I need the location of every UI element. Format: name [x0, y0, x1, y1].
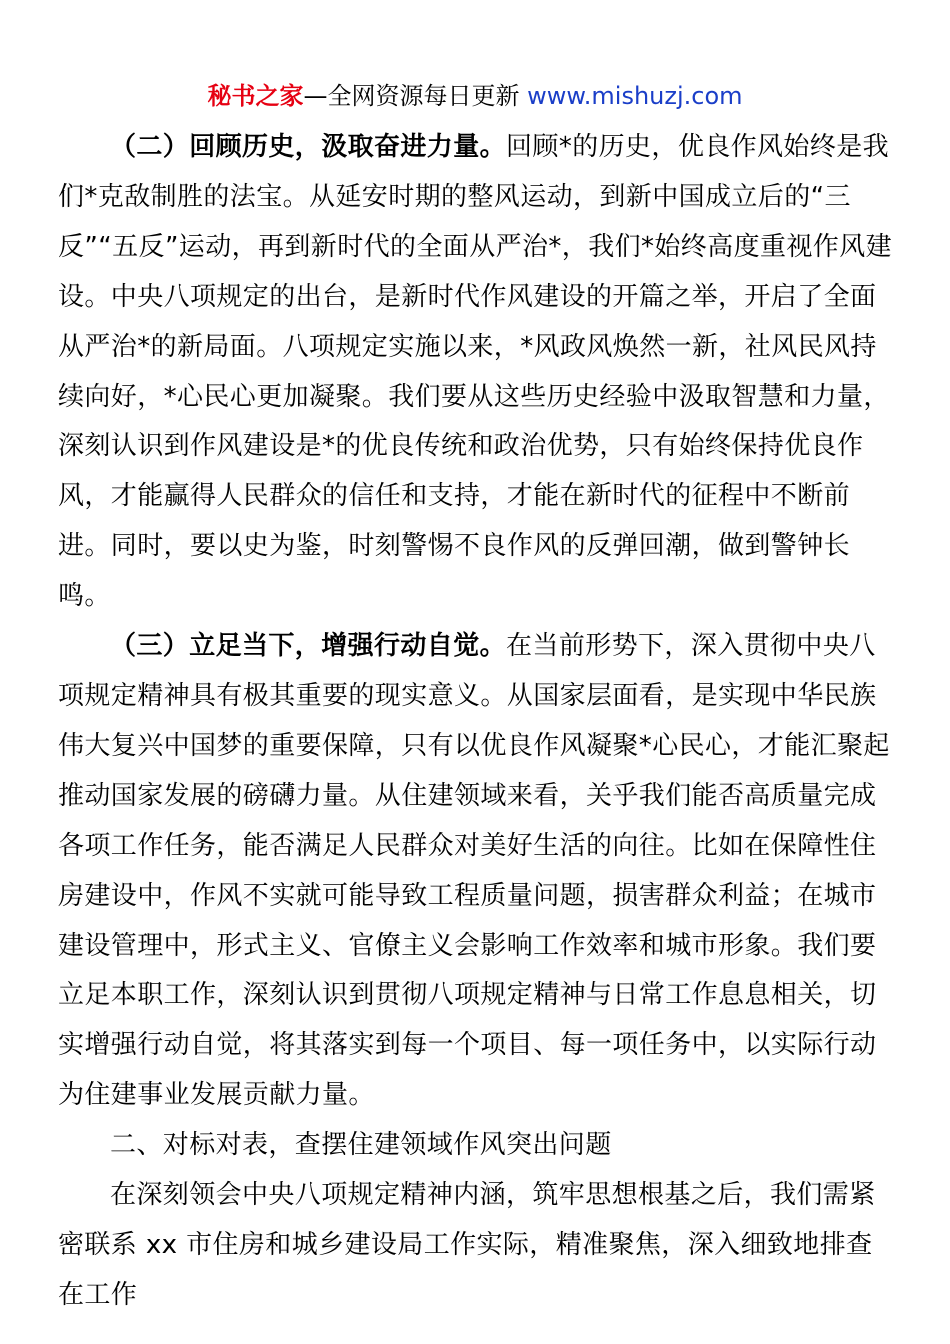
paragraph-text: 在当前形势下，深入贯彻中央八项规定精神具有极其重要的现实意义。从国家层面看，是实现中华民族伟大复兴中国梦的重要保障，只有以优良作风凝聚*心民心，才能汇聚起推动国家发展的磅礴力量。从住建领域来看，关乎我们能否高质量完成各项工作任务，能否满足人民群众对美好生活的向往。比如在保障性住房建设中，作风不实就可能导致工程质量问题，损害群众利益；在城市建设管理中，形式主义、官僚主义会影响工作效率和城市形象。我们要立足本职工作，深刻认识到贯彻八项规定精神与日常工作息息相关，切实增强行动自觉，将其落实到每一个项目、每一项任务中，以实际行动为住建事业发展贡献力量。 — [58, 631, 890, 1111]
paragraph-lead-heading: （三）立足当下，增强行动自觉。 — [110, 631, 507, 662]
paragraph-review-history — [58, 123, 892, 622]
paragraph-lead-heading: （二）回顾历史，汲取奋进力量。 — [110, 132, 507, 162]
site-watermark-header — [0, 80, 950, 112]
paragraph-focus-present — [58, 622, 892, 1121]
brand-name: 秘书之家 — [207, 82, 304, 110]
section-heading: 二、对标对表，查摆住建领域作风突出问题 — [110, 1130, 612, 1161]
paragraph-text: 回顾*的历史，优良作风始终是我们*克敌制胜的法宝。从延安时期的整风运动，到新中国成立后的“三反”“五反”运动，再到新时代的全面从严治*，我们*始终高度重视作风建设。中央八项规定的出台，是新时代作风建设的开篇之举，开启了全面从严治*的新局面。八项规定实施以来，*风政风焕然一新，社风民风持续向好，*心民心更加凝聚。我们要从这些历史经验中汲取智慧和力量，深刻认识到作风建设是*的优良传统和政治优势，只有始终保持优良作风，才能赢得人民群众的信任和支持，才能在新时代的征程中不断前进。同时，要以史为鉴，时刻警惕不良作风的反弹回潮，做到警钟长鸣。 — [58, 132, 893, 612]
document-body — [58, 123, 892, 1321]
brand-slogan: —全网资源每日更新 — [303, 82, 520, 110]
paragraph-closing: 在深刻领会中央八项规定精神内涵，筑牢思想根基之后，我们需紧密联系 xx 市住房和城乡建设局工作实际，精准聚焦，深入细致地排查在工作 — [58, 1180, 876, 1310]
brand-url: www.mishuzj.com — [527, 82, 743, 110]
